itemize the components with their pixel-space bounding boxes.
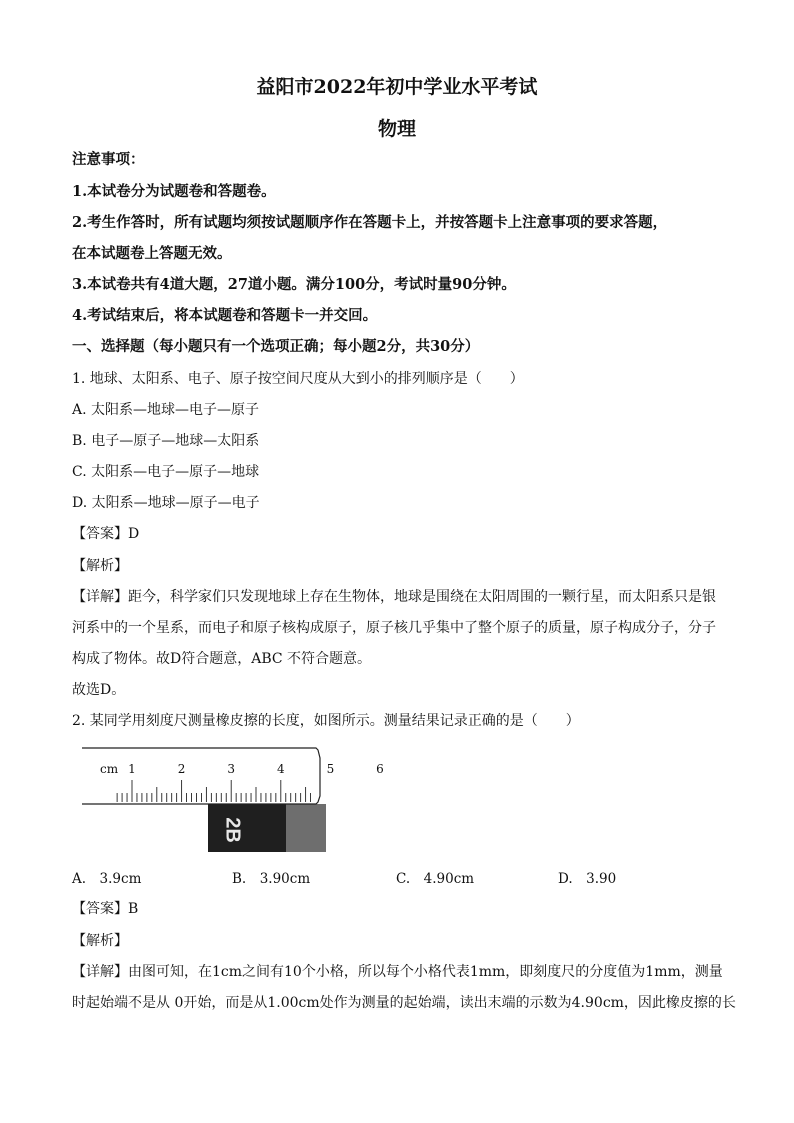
ruler-tick-label: 5: [326, 762, 335, 776]
question-2-answer: 【答案】B: [72, 901, 139, 917]
ruler-tick-label: 6: [376, 762, 384, 776]
notice-item: 1.本试卷分为试题卷和答题卷。: [72, 183, 276, 200]
ruler-unit-label: cm: [100, 762, 119, 776]
question-1-detail: 【详解】距今，科学家们只发现地球上存在生物体，地球是围绕在太阳周围的一颗行星，而太阳系只是银: [72, 589, 716, 605]
question-2-analysis-label: 【解析】: [72, 933, 128, 949]
question-1-analysis-label: 【解析】: [72, 558, 128, 574]
notice-item: 在本试题卷上答题无效。: [72, 245, 232, 262]
ruler-tick-label: 3: [227, 762, 236, 776]
question-1-option-d: D. 太阳系—地球—原子—电子: [72, 495, 260, 511]
question-1-stem: 1. 地球、太阳系、电子、原子按空间尺度从大到小的排列顺序是（ ）: [72, 371, 524, 387]
question-1-conclusion: 故选D。: [72, 682, 126, 698]
ruler-svg: [80, 746, 384, 854]
exam-title: 益阳市2022年初中学业水平考试: [256, 76, 538, 98]
question-1-option-a: A. 太阳系—地球—电子—原子: [72, 402, 260, 418]
question-2-detail: 时起始端不是从 0开始，而是从1.00cm处作为测量的起始端，读出末端的示数为4.90cm，因此橡皮擦的长: [72, 995, 736, 1011]
notice-item: 3.本试卷共有4道大题，27道小题。满分100分，考试时量90分钟。: [72, 276, 516, 293]
question-1-detail: 河系中的一个星系，而电子和原子核构成原子，原子核几乎集中了整个原子的质量，原子构成分子，分子: [72, 620, 716, 636]
question-2-option-c: C. 4.90cm: [396, 871, 475, 887]
question-2-option-d: D. 3.90: [558, 871, 617, 887]
notice-item: 4.考试结束后，将本试题卷和答题卡一并交回。: [72, 307, 378, 324]
ruler-tick-label: 1: [128, 762, 136, 776]
ruler-tick-label: 2: [177, 762, 186, 776]
subject-title: 物理: [377, 118, 416, 140]
notice-heading: 注意事项：: [72, 151, 145, 168]
question-2-detail: 【详解】由图可知，在1cm之间有10个小格，所以每个小格代表1mm，即刻度尺的分度值为1mm，测量: [72, 964, 723, 980]
question-1-option-b: B. 电子—原子—地球—太阳系: [72, 433, 260, 449]
question-2-option-a: A. 3.9cm: [72, 871, 142, 887]
notice-item: 2.考生作答时，所有试题均须按试题顺序作在答题卡上，并按答题卡上注意事项的要求答题，: [72, 214, 668, 231]
question-2-stem: 2. 某同学用刻度尺测量橡皮擦的长度，如图所示。测量结果记录正确的是（ ）: [72, 713, 580, 729]
question-1-answer: 【答案】D: [72, 526, 140, 542]
ruler-figure: [80, 746, 384, 854]
eraser-label: 2B: [221, 817, 244, 843]
question-2-option-b: B. 3.90cm: [232, 871, 311, 887]
eraser-sleeve: [286, 804, 326, 852]
question-1-option-c: C. 太阳系—电子—原子—地球: [72, 464, 260, 480]
ruler-tick-label: 4: [276, 762, 285, 776]
question-1-detail: 构成了物体。故D符合题意，ABC 不符合题意。: [72, 651, 372, 667]
section-heading: 一、选择题（每小题只有一个选项正确；每小题2分，共30分）: [72, 338, 480, 355]
